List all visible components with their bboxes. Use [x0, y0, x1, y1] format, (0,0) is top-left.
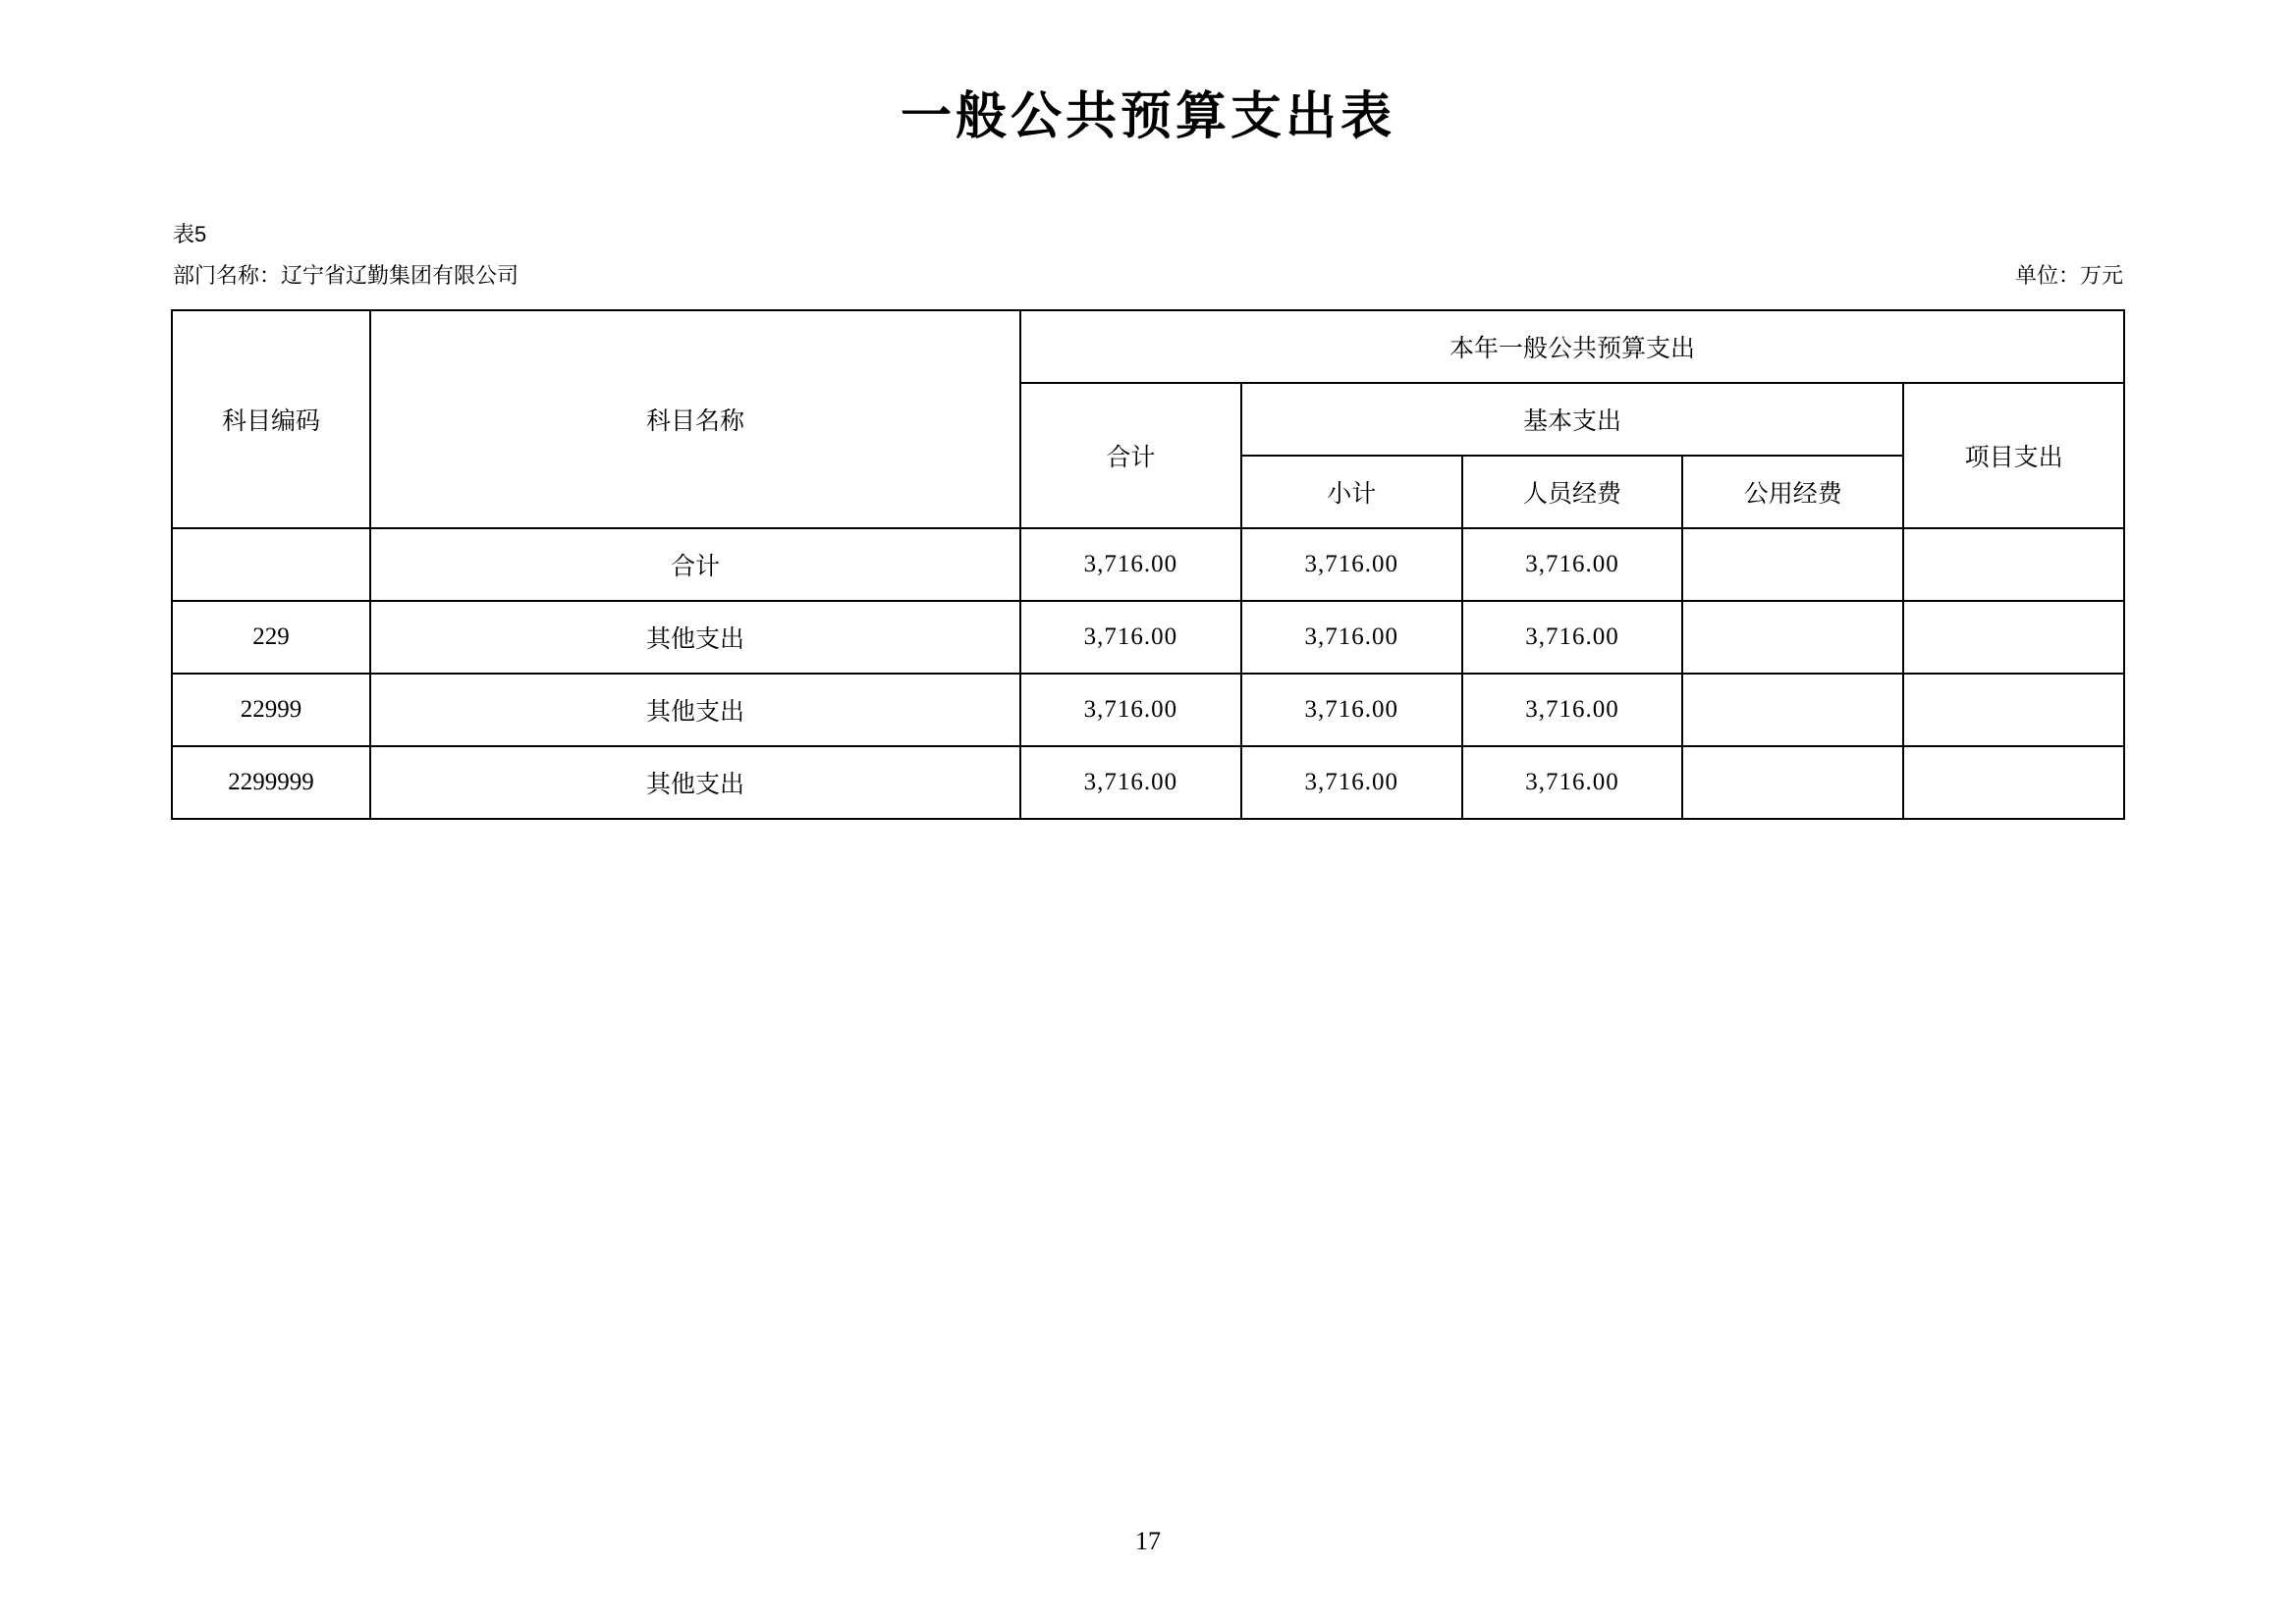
budget-table-container: [171, 309, 2125, 820]
table-row: [172, 601, 2124, 674]
table-row: [172, 674, 2124, 746]
header-code: 科目编码: [172, 310, 370, 528]
cell-project: [1903, 601, 2124, 674]
header-row-1: [172, 310, 2124, 383]
cell-personnel: 3,716.00: [1462, 528, 1683, 601]
cell-name: 其他支出: [370, 674, 1020, 746]
unit-label: 单位：万元: [2014, 262, 2123, 288]
header-basic-expenditure: 基本支出: [1241, 383, 1903, 456]
header-subtotal: 小计: [1241, 456, 1462, 528]
cell-subtotal: 3,716.00: [1241, 528, 1462, 601]
cell-project: [1903, 674, 2124, 746]
header-group-current-year: 本年一般公共预算支出: [1020, 310, 2124, 383]
table-header: [172, 310, 2124, 528]
table-label-line: [173, 214, 2123, 255]
cell-code: 229: [172, 601, 370, 674]
document-meta: [173, 214, 2123, 297]
cell-name: 其他支出: [370, 601, 1020, 674]
department-line: [173, 255, 2123, 297]
cell-public: [1682, 746, 1903, 819]
cell-project: [1903, 746, 2124, 819]
cell-total: 3,716.00: [1020, 746, 1241, 819]
cell-public: [1682, 674, 1903, 746]
page-title: 一般公共预算支出表: [900, 88, 1395, 145]
cell-code: 22999: [172, 674, 370, 746]
cell-name: 合计: [370, 528, 1020, 601]
table-row: [172, 528, 2124, 601]
cell-subtotal: 3,716.00: [1241, 674, 1462, 746]
cell-public: [1682, 601, 1903, 674]
header-total: 合计: [1020, 383, 1241, 528]
cell-code: 2299999: [172, 746, 370, 819]
cell-personnel: 3,716.00: [1462, 746, 1683, 819]
header-personnel-funds: 人员经费: [1462, 456, 1683, 528]
header-project-expenditure: 项目支出: [1903, 383, 2124, 528]
table-body: [172, 528, 2124, 819]
cell-personnel: 3,716.00: [1462, 674, 1683, 746]
department-name: 辽宁省辽勤集团有限公司: [281, 262, 519, 288]
table-label: 表5: [173, 222, 207, 246]
budget-table: [171, 309, 2125, 820]
department-info: [173, 255, 519, 297]
table-row: [172, 746, 2124, 819]
department-label: 部门名称：: [173, 262, 282, 288]
cell-total: 3,716.00: [1020, 674, 1241, 746]
cell-personnel: 3,716.00: [1462, 601, 1683, 674]
page-number: 17: [1135, 1527, 1161, 1555]
cell-total: 3,716.00: [1020, 601, 1241, 674]
cell-total: 3,716.00: [1020, 528, 1241, 601]
cell-public: [1682, 528, 1903, 601]
header-name: 科目名称: [370, 310, 1020, 528]
cell-code: [172, 528, 370, 601]
cell-subtotal: 3,716.00: [1241, 746, 1462, 819]
header-public-funds: 公用经费: [1682, 456, 1903, 528]
cell-project: [1903, 528, 2124, 601]
cell-name: 其他支出: [370, 746, 1020, 819]
cell-subtotal: 3,716.00: [1241, 601, 1462, 674]
